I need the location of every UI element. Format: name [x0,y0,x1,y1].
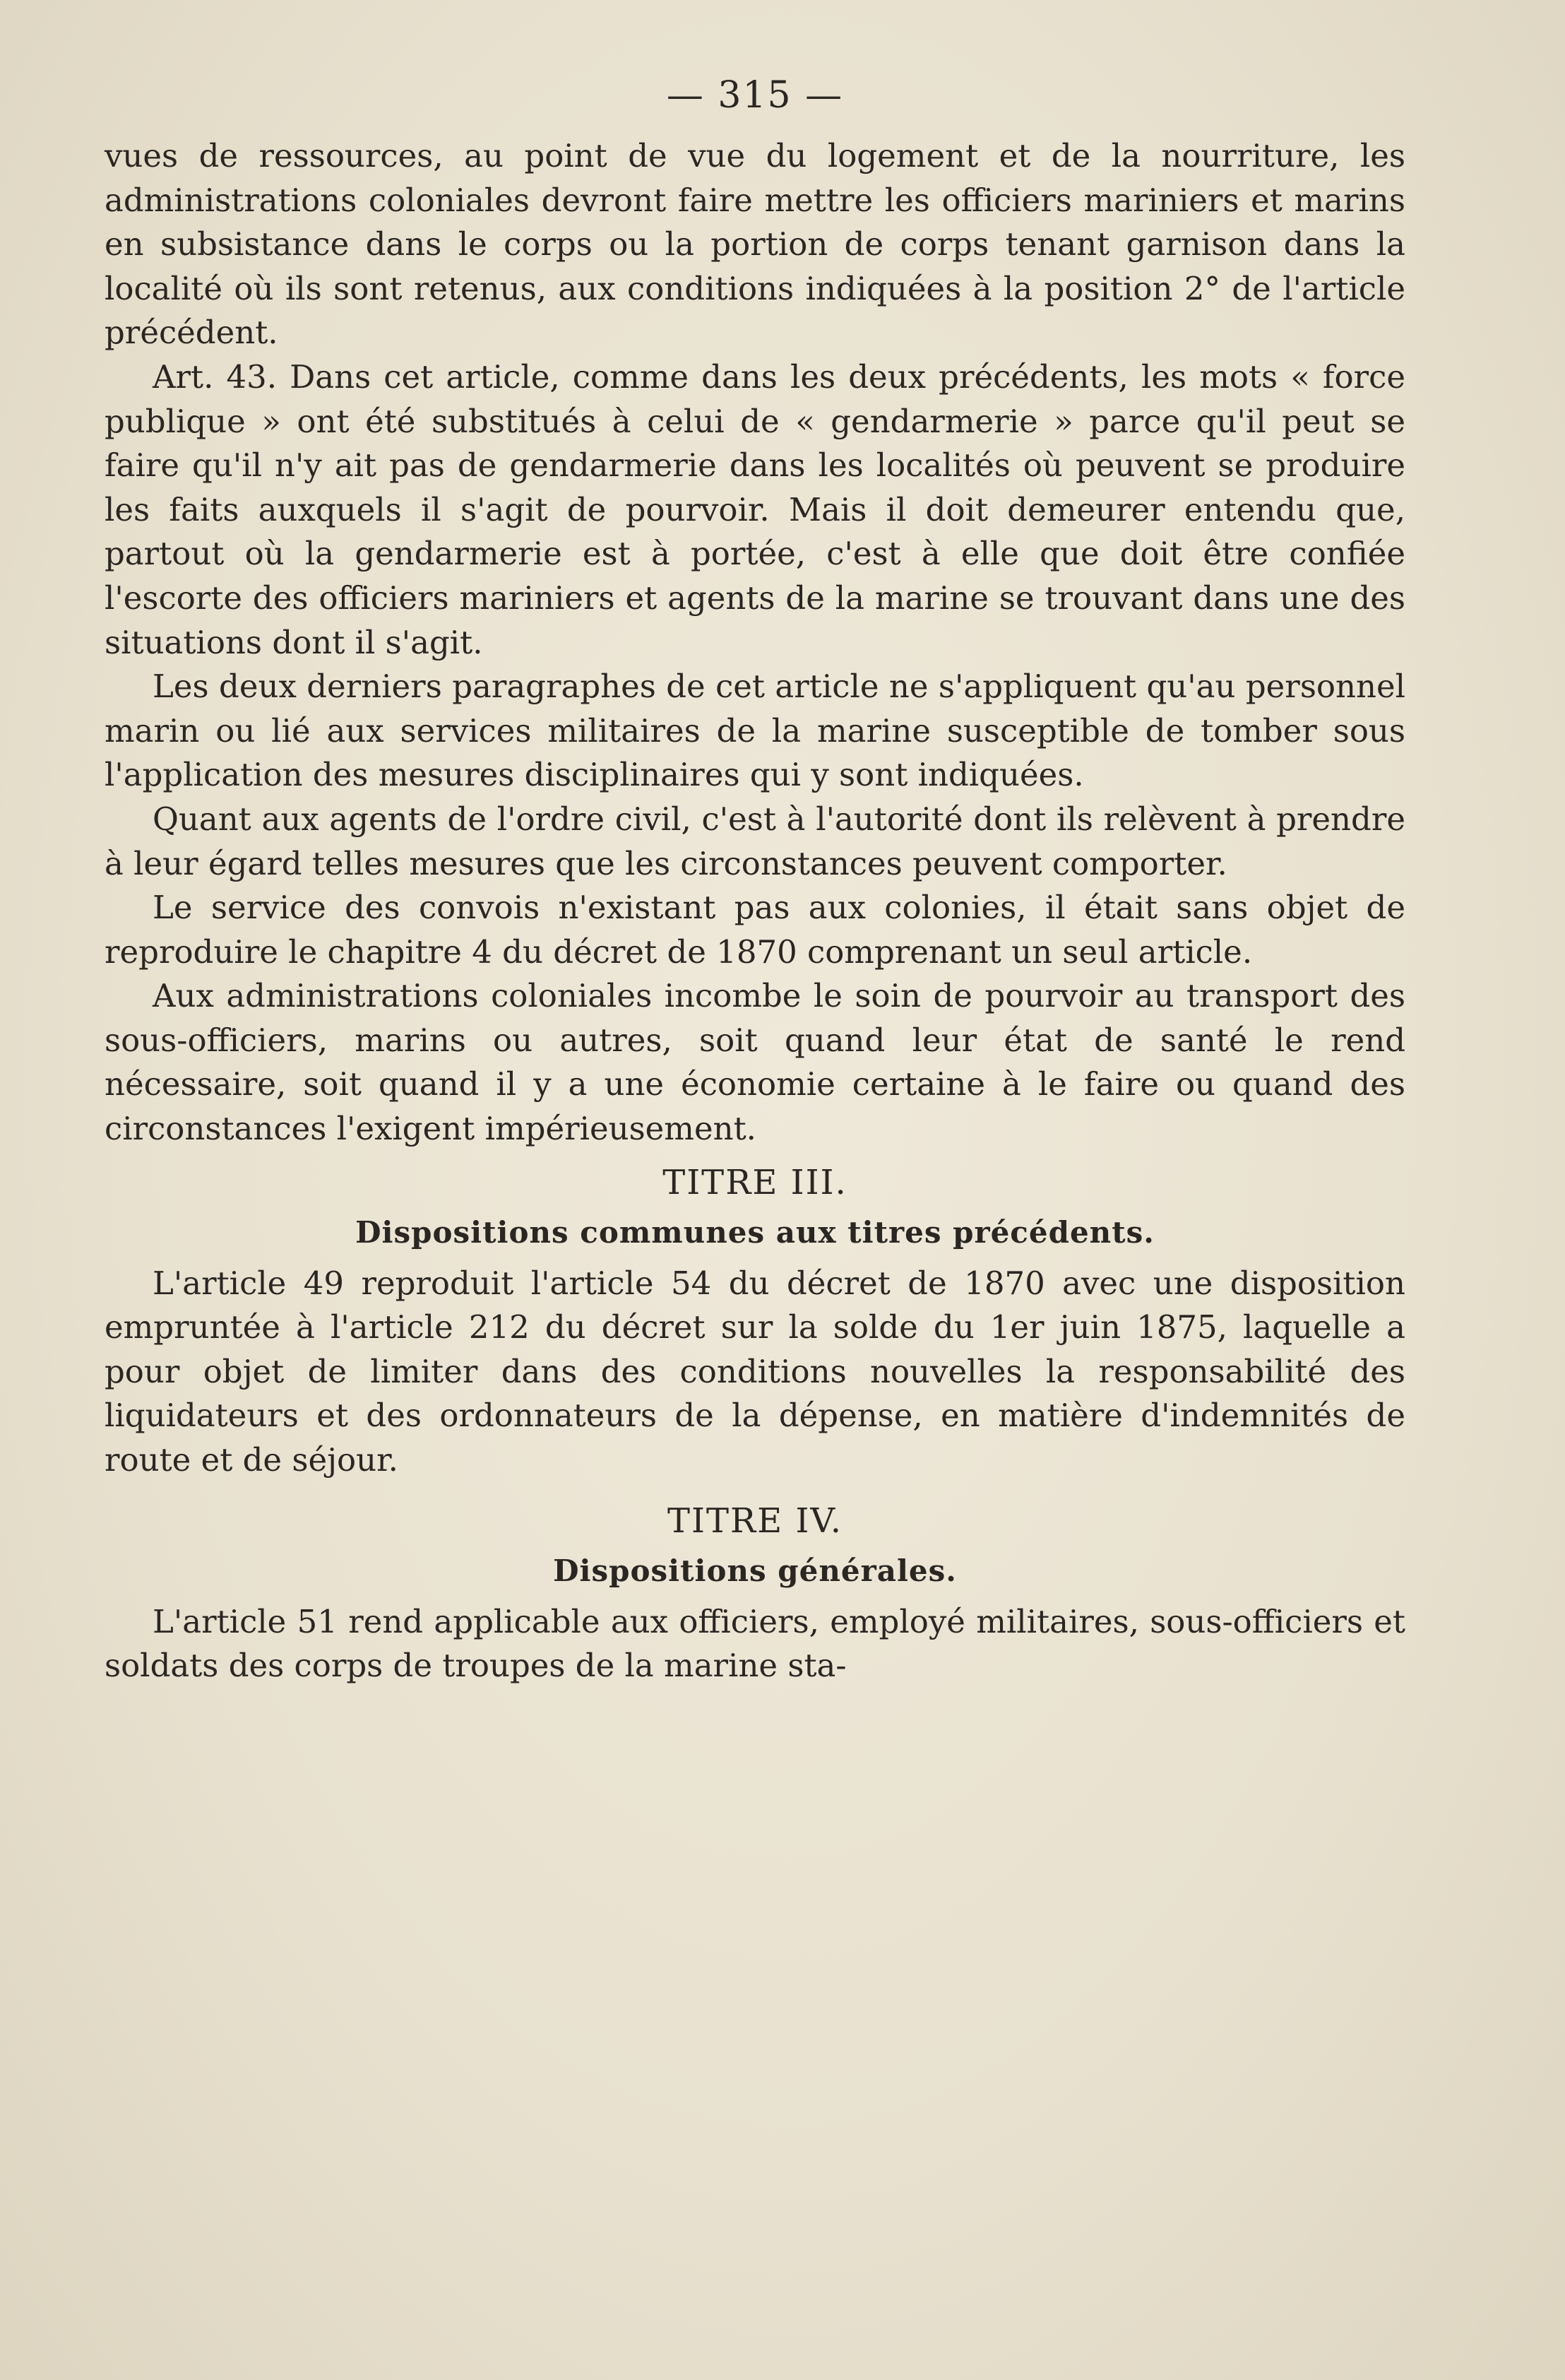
paragraph-agents-ordre-civil: Quant aux agents de l'ordre civil, c'est à l'autorité dont ils relèvent à prendre à leur égard telles mesures que les circonstances peuvent comporter. [105,800,1405,882]
titre-3-subheading: Dispositions communes aux titres précédents. [355,1214,1155,1250]
page-text-block [105,57,1405,1688]
titre-3-heading: TITRE III. [662,1162,847,1202]
paragraph-art-43: Art. 43. Dans cet article, comme dans les deux précédents, les mots « force publique » ont été substitués à celui de « gendarmerie » parce qu'il peut se faire qu'il n'y ait pas de gendarmerie dans les localités où peuvent se produire les faits auxquels il s'agit de pourvoir. Mais il doit demeurer entendu que, partout où la gendarmerie est à portée, c'est à elle que doit être confiée l'escorte des officiers mariniers et agents de la marine se trouvant dans une des situations dont il s'agit. [105,357,1405,661]
page-number: — 315 — [666,74,844,117]
titre-4-subheading: Dispositions générales. [553,1553,957,1588]
paragraph-continuation: vues de ressources, au point de vue du logement et de la nourriture, les administrations coloniales devront faire mettre les officiers mariniers et marins en subsistance dans le corps ou la portion de corps tenant garnison dans la localité où ils sont retenus, aux conditions indiquées à la position 2° de l'article précédent. [105,137,1405,352]
paragraph-administrations-coloniales: Aux administrations coloniales incombe le soin de pourvoir au transport des sous-officiers, marins ou autres, soit quand leur état de santé le rend nécessaire, soit quand il y a une économie certaine à le faire ou quand des circonstances l'exigent impérieusement. [105,977,1405,1148]
titre-4-heading: TITRE IV. [667,1500,843,1541]
paragraph-service-convois: Le service des convois n'existant pas aux colonies, il était sans objet de reproduire le chapitre 4 du décret de 1870 comprenant un seul article. [105,889,1405,971]
paragraph-article-49: L'article 49 reproduit l'article 54 du décret de 1870 avec une disposition empruntée à l'article 212 du décret sur la solde du 1er juin 1875, laquelle a pour objet de limiter dans des conditions nouvelles la responsabilité des liquidateurs et des ordonnateurs de la dépense, en matière d'indemnités de route et de séjour. [105,1264,1405,1479]
paragraph-article-51: L'article 51 rend applicable aux officiers, employé militaires, sous-officiers et soldats des corps de troupes de la marine sta- [105,1602,1405,1685]
paragraph-derniers-paragraphes: Les deux derniers paragraphes de cet article ne s'appliquent qu'au personnel marin ou lié aux services militaires de la marine susceptible de tomber sous l'application des mesures disciplinaires qui y sont indiquées. [105,668,1405,794]
